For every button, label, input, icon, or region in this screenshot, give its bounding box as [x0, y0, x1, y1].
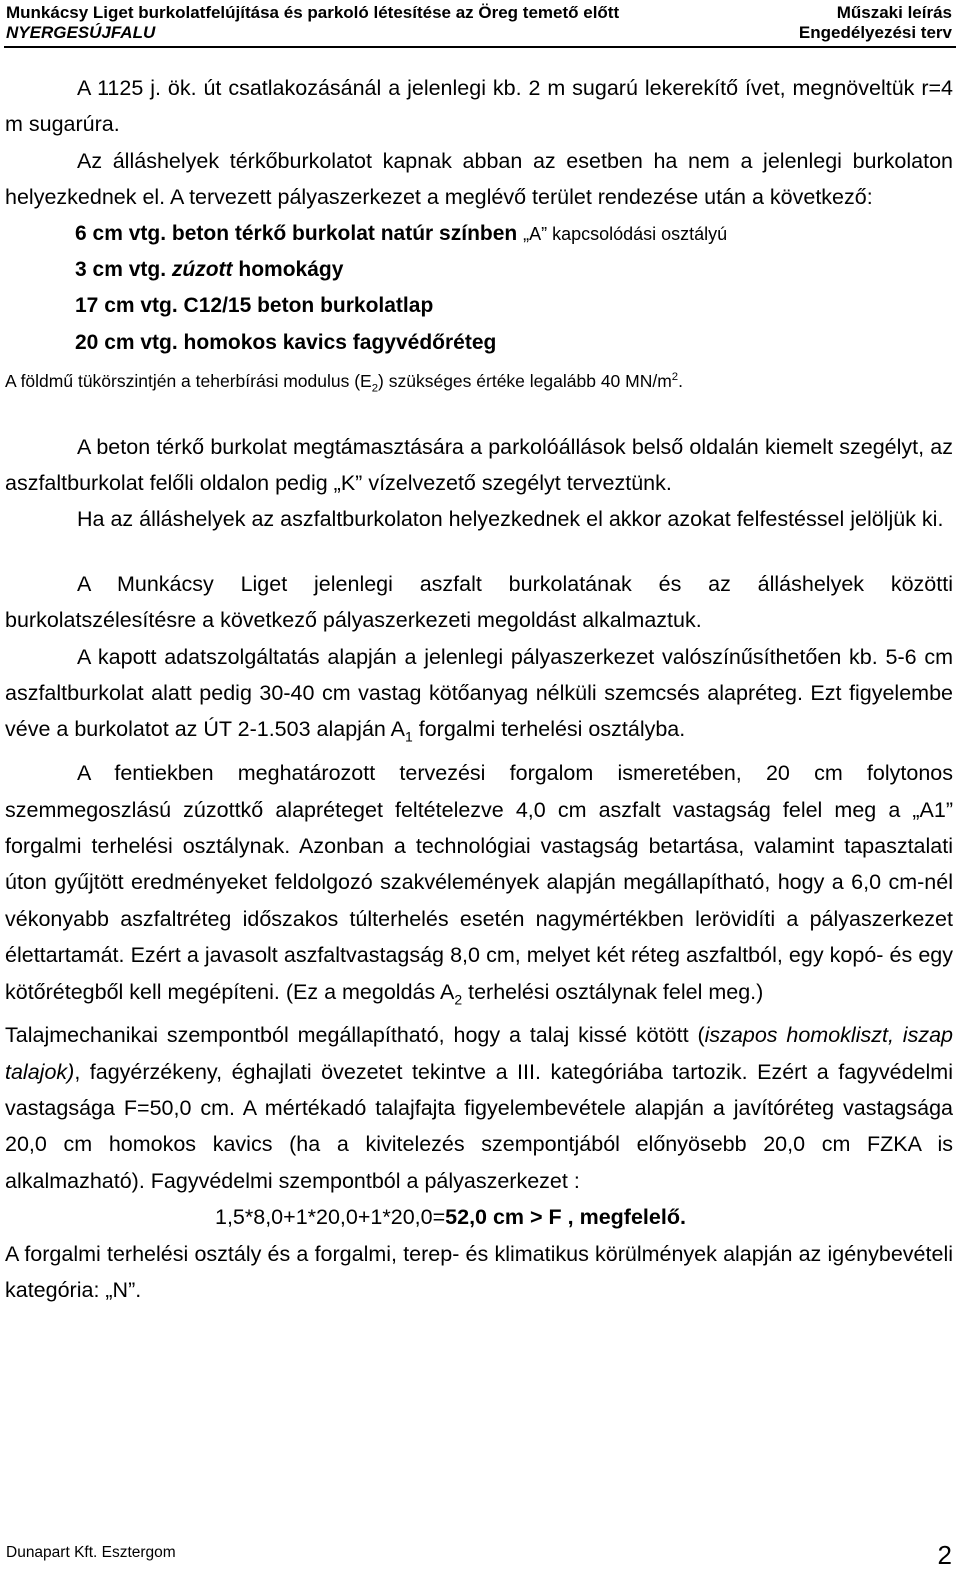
document-body: [5, 70, 953, 1309]
paragraph-existing-structure: A kapott adatszolgáltatás alapján a jelenlegi pályaszerkezet valószínűsíthetően kb. 5-6 cm aszfaltburkolat alatt pedig 30-40 cm vastag kötőanyag nélküli szemcsés alapréteg. Ezt figyelembe véve a burkolatot az ÚT 2-1.503 alapján $A_1$ forgalmi terhelési osztályba.: [5, 644, 953, 745]
layer-item: 3 cm vtg. zúzott homokágy: [75, 258, 344, 282]
paragraph-curbs: A beton térkő burkolat megtámasztására a parkolóállások belső oldalán kiemelt szegélyt, az aszfaltburkolat felőli oldalon pedig „K” vízelvezető szegélyt terveztünk.: [5, 434, 953, 495]
header-divider: [4, 46, 956, 48]
page-number: 2: [937, 1540, 952, 1570]
project-location: NYERGESÚJFALU: [6, 23, 156, 42]
page-header: [0, 0, 960, 48]
frost-formula: 1,5*8,0+1*20,0+1*20,0=52,0 cm > F , megfelelő.: [215, 1205, 686, 1230]
layer-item: 17 cm vtg. C12/15 beton burkolatlap: [75, 294, 434, 318]
paragraph-load-category: A forgalmi terhelési osztály és a forgalmi, terep- és klimatikus körülmények alapján az igénybevételi kategória: „N”.: [5, 1241, 953, 1303]
paragraph-marking: Ha az álláshelyek az aszfaltburkolaton helyezkednek el akkor azokat felfestéssel jelöljük ki.: [77, 507, 944, 532]
paragraph-asphalt-design: A fentiekben meghatározott tervezési forgalom ismeretében, 20 cm folytonos szemmegoszlású zúzottkő alapréteget feltételezve 4,0 cm aszfalt vastagság felel meg a „A1” forgalmi terhelési osztálynak. Azonban a technológiai vastagság betartása, valamint tapasztalati úton gyűjtött eredményeket feldolgozó szakvélemények alapján megállapítható, hogy a 6,0 cm-nél vékonyabb aszfaltréteg időszakos túlterhelés esetén nagymértékben lerövidíti a pályaszerkezet élettartamát. Ezért a javasolt aszfaltvastagság 8,0 cm, melyet két réteg aszfaltból, egy kopó- és egy kötőrétegből kell megépíteni. (Ez a megoldás $A_2$ terhelési osztálynak felel meg.): [5, 761, 953, 1007]
layer-note: „A” kapcsolódási osztályú: [523, 223, 728, 244]
layer-item: 6 cm vtg. beton térkő burkolat natúr színben „A” kapcsolódási osztályú: [75, 221, 728, 245]
paragraph-soil: Talajmechanikai szempontból megállapítható, hogy a talaj kissé kötött (iszapos homokliszt, iszap talajok), fagyérzékeny, éghajlati övezetet tekintve a III. kategóriába tartozik. Ezért a fagyvédelmi vastagsága F=50,0 cm. A mértékadó talajfajta figyelembevétele alapján a javítóréteg vastagsága 20,0 cm homokos kavics (ha a kivitelezés szempontjából előnyösebb 20,0 cm FZKA is alkalmazható). Fagyvédelmi szempontból a pályaszerkezet :: [5, 1023, 953, 1193]
paragraph-parking-paving: Az álláshelyek térkőburkolatot kapnak abban az esetben ha nem a jelenlegi burkolaton helyezkednek el. A tervezett pályaszerkezet a meglévő terület rendezése után a következő:: [5, 148, 953, 210]
project-title: Munkácsy Liget burkolatfelújítása és parkoló létesítése az Öreg temető előtt: [6, 3, 620, 22]
footer-company: Dunapart Kft. Esztergom: [6, 1544, 176, 1561]
paragraph-widening: A Munkácsy Liget jelenlegi aszfalt burkolatának és az álláshelyek közötti burkolatszélesítésre a következő pályaszerkezeti megoldást alkalmaztuk.: [5, 571, 953, 633]
document-phase: Engedélyezési terv: [798, 23, 952, 42]
document-type: Műszaki leírás: [836, 3, 952, 22]
pavement-layers: [75, 216, 953, 362]
layer-item: 20 cm vtg. homokos kavics fagyvédőréteg: [75, 330, 497, 354]
modulus-note: A földmű tükörszintjén a teherbírási modulus $(E_2)$ szükséges értéke legalább 40 $MN/m^2$.: [5, 371, 683, 395]
paragraph-intersection: A 1125 j. ök. út csatlakozásánál a jelenlegi kb. 2 m sugarú lekerekítő ívet, megnöveltük r=4 m sugarúra.: [5, 76, 953, 137]
